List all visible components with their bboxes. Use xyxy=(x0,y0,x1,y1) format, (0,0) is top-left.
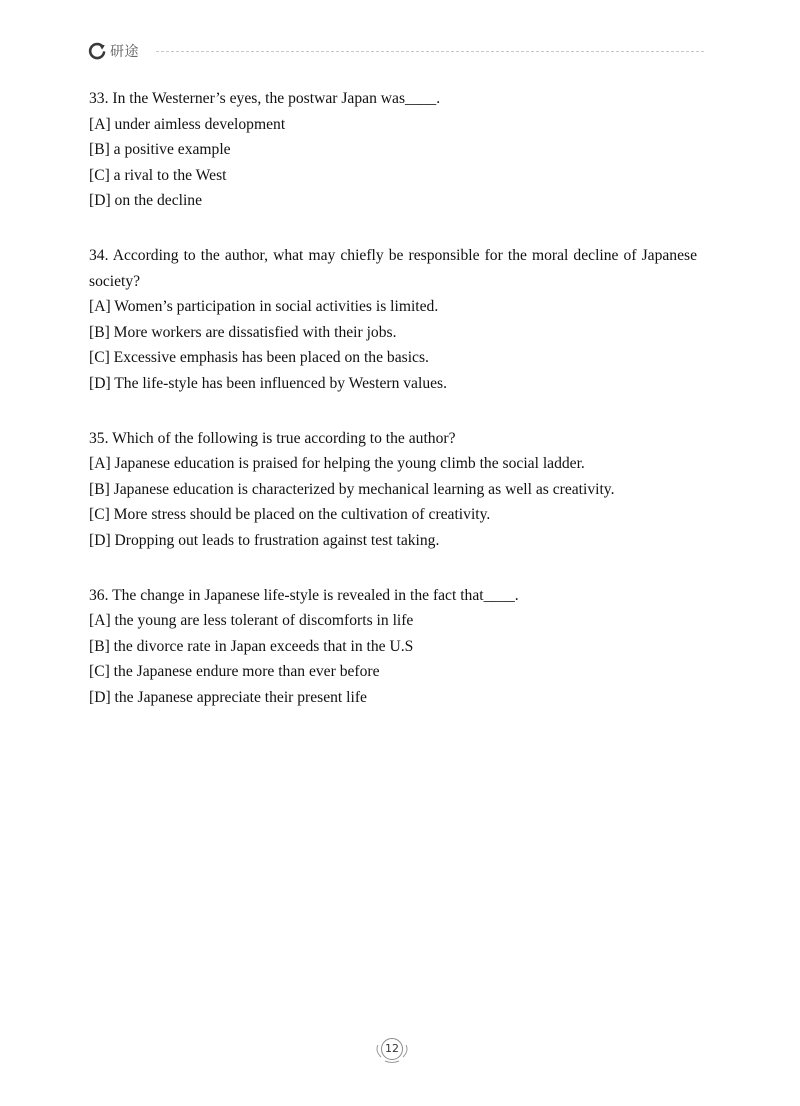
header-divider xyxy=(156,51,704,52)
logo-text: 研途 xyxy=(110,44,139,60)
question-stem: 35. Which of the following is true according to the author? xyxy=(89,429,456,447)
option-a: [A] Japanese education is praised for helping the young climb the social ladder. xyxy=(89,455,585,473)
question-stem: 33. In the Westerner’s eyes, the postwar Japan was____. xyxy=(89,90,441,107)
option-c: [C] More stress should be placed on the cultivation of creativity. xyxy=(89,506,491,524)
option-d: [D] The life-style has been influenced by Western values. xyxy=(89,374,448,392)
option-d: [D] the Japanese appreciate their present life xyxy=(89,688,367,706)
option-b: [B] a positive example xyxy=(89,141,231,159)
question-34 xyxy=(89,243,697,397)
swoosh-logo-icon xyxy=(88,42,106,60)
option-a: [A] the young are less tolerant of discomforts in life xyxy=(89,612,414,630)
option-c: [C] a rival to the West xyxy=(89,166,227,184)
option-d: [D] on the decline xyxy=(89,192,203,210)
option-c: [C] Excessive emphasis has been placed on the basics. xyxy=(89,349,429,367)
question-33 xyxy=(89,86,697,214)
option-a: [A] under aimless development xyxy=(89,115,286,133)
option-b: [B] the divorce rate in Japan exceeds that in the U.S xyxy=(89,637,414,655)
question-35 xyxy=(89,426,697,554)
page-header xyxy=(88,38,704,66)
question-stem: 34. According to the author, what may chiefly be responsible for the moral decline of Japanese society? xyxy=(89,246,697,290)
question-stem: 36. The change in Japanese life-style is revealed in the fact that____. xyxy=(89,586,519,604)
page-number-badge xyxy=(372,1035,412,1065)
option-a: [A] Women’s participation in social activities is limited. xyxy=(89,298,439,316)
question-list xyxy=(89,86,697,739)
option-d: [D] Dropping out leads to frustration against test taking. xyxy=(89,531,440,549)
page-number: 12 xyxy=(385,1042,399,1055)
option-b: [B] More workers are dissatisfied with their jobs. xyxy=(89,323,397,341)
option-b: [B] Japanese education is characterized by mechanical learning as well as creativity. xyxy=(89,480,615,498)
option-c: [C] the Japanese endure more than ever before xyxy=(89,663,380,681)
question-36 xyxy=(89,583,697,711)
